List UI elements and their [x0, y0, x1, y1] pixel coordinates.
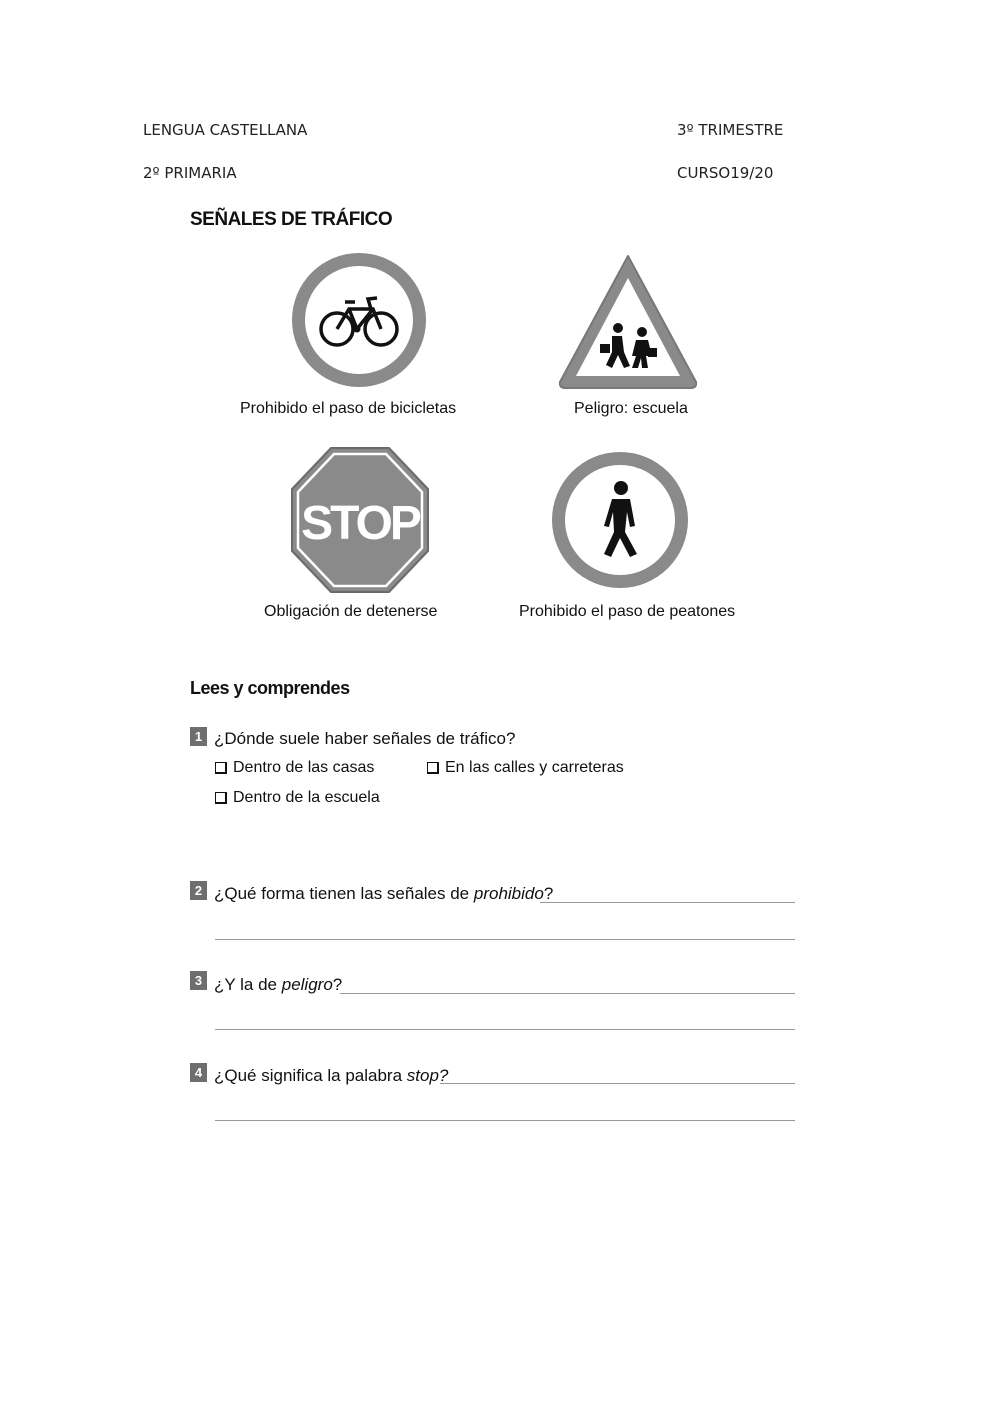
option-label: Dentro de la escuela [233, 789, 380, 806]
exercises-title: Lees y comprendes [190, 678, 350, 698]
answer-line[interactable] [215, 939, 795, 940]
checkbox[interactable] [215, 792, 227, 804]
question-number: 3 [190, 971, 207, 990]
option-label: Dentro de las casas [233, 759, 375, 776]
question-4-text: ¿Qué significa la palabra stop? [214, 1066, 449, 1085]
option-dentro-escuela[interactable] [215, 789, 380, 807]
term-label: 3º TRIMESTRE [677, 121, 784, 139]
answer-line[interactable] [215, 1120, 795, 1121]
school-warning-sign-icon [556, 252, 700, 390]
question-number: 2 [190, 881, 207, 900]
answer-line[interactable] [340, 993, 795, 994]
no-pedestrians-sign-icon [551, 446, 689, 594]
sign-caption: Peligro: escuela [574, 400, 688, 417]
subject-label: LENGUA CASTELLANA [143, 121, 308, 139]
option-label: En las calles y carreteras [445, 759, 624, 776]
question-number: 4 [190, 1063, 207, 1082]
option-calles-carreteras[interactable] [427, 759, 624, 777]
grade-label: 2º PRIMARIA [143, 164, 237, 182]
answer-line[interactable] [540, 902, 795, 903]
option-dentro-casas[interactable] [215, 759, 374, 777]
question-number: 1 [190, 727, 207, 746]
question-3-text: ¿Y la de peligro? [214, 975, 343, 994]
sign-caption: Prohibido el paso de bicicletas [240, 400, 457, 417]
stop-sign-icon [291, 447, 429, 593]
checkbox[interactable] [215, 762, 227, 774]
sign-caption: Obligación de detenerse [264, 603, 438, 620]
no-bicycles-sign-icon [291, 247, 427, 393]
course-label: CURSO19/20 [677, 164, 774, 182]
question-1-text: ¿Dónde suele haber señales de tráfico? [214, 729, 516, 748]
answer-line[interactable] [440, 1083, 795, 1084]
answer-line[interactable] [215, 1029, 795, 1030]
question-2-text: ¿Qué forma tienen las señales de prohibido? [214, 884, 554, 903]
sign-caption: Prohibido el paso de peatones [519, 603, 736, 620]
stop-sign-text: STOP [301, 497, 419, 550]
section-title: SEÑALES DE TRÁFICO [190, 209, 393, 230]
checkbox[interactable] [427, 762, 439, 774]
